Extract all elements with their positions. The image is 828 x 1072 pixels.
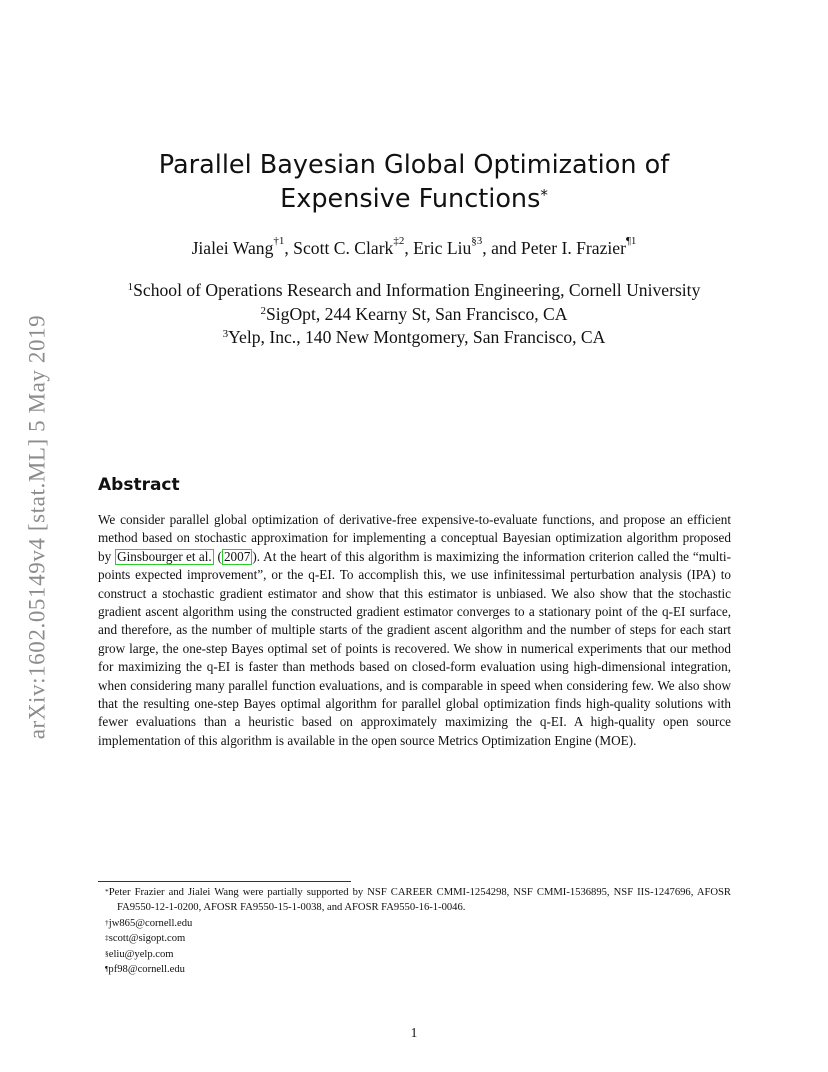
author-marks: ¶1 (625, 235, 637, 247)
arxiv-stamp-text: arXiv:1602.05149v4 [stat.ML] 5 May 2019 (24, 314, 50, 740)
footnote-mark: * (105, 887, 109, 896)
abstract-text: We consider parallel global optimization of derivative-free expensive-to-evaluate functions, and propose an efficient method based on stochastic approximation for implementing a conceptual Bayesian optimization algorithm proposed by Ginsbourger et al. ( 2007 ). At the heart of this algorithm is maximizing the information criterion called the “multi-points expected improvement”, or the q-EI. To accomplish this, we use infinitessimal perturbation analysis (IPA) to construct a stochastic gradient estimator and show that this estimator is unbiased. We also show that the stochastic gradient ascent algorithm using the constructed gradient estimator converges to a stationary point of the q-EI surface, and therefore, as the number of multiple starts of the gradient ascent algorithm and the number of steps for each start grow large, the one-step Bayes optimal set of points is recovered. We show in numerical experiments that our method for maximizing the q-EI is faster than methods based on closed-form evaluation using high-dimensional integration, when considering many parallel function evaluations, and is comparable in speed when considering few. We also show that the resulting one-step Bayes optimal algorithm for parallel global optimization finds high-quality solutions with fewer evaluations than a heuristic based on approximately maximizing the q-EI. A high-quality open source implementation of this algorithm is available in the open source Metrics Optimization Engine (MOE). (98, 512, 731, 748)
abstract-part-1: We consider parallel global optimization of derivative-free expensive-to-evaluate functions, and propose an efficient method based on stochastic approximation for implementing a conceptual Bayesian optimization algorithm proposed by (98, 512, 731, 564)
author-separator: , and (482, 238, 521, 258)
title-line-1: Parallel Bayesian Global Optimization of (158, 150, 670, 180)
footnote-email (98, 962, 731, 977)
author-name: Eric Liu (413, 238, 472, 258)
footnote-text: pf98@cornell.edu (108, 964, 185, 976)
author-name: Peter I. Frazier (520, 238, 626, 258)
footnotes (98, 885, 731, 977)
abstract-part-2: . At the heart of this algorithm is maximizing the information criterion called the “multi-points expected improvement”, or the q-EI. To accomplish this, we use infinitessimal perturbation analysis (IPA) to construct a stochastic gradient estimator and show that this estimator is unbiased. We also show that the stochastic gradient ascent algorithm using the constructed gradient estimator converges to a stationary point of the q-EI surface, and therefore, as the number of multiple starts of the gradient ascent algorithm and the number of steps for each start grow large, the one-step Bayes optimal set of points is recovered. We show in numerical experiments that our method for maximizing the q-EI is faster than methods based on closed-form evaluation using high-dimensional integration, when considering many parallel function evaluations, and is comparable in speed when considering few. We also show that the resulting one-step Bayes optimal algorithm for parallel global optimization finds high-quality solutions with fewer evaluations than a heuristic based on approximately maximizing the q-EI. A high-quality open source implementation of this algorithm is available in the open source Metrics Optimization Engine (MOE). (98, 548, 731, 748)
footnote-text: scott@sigopt.com (108, 933, 186, 945)
footnote-email (98, 931, 731, 946)
title-line-2: Expensive Functions (280, 184, 541, 214)
footnote-email (98, 916, 731, 931)
citation-link-year[interactable]: 2007 (223, 548, 251, 564)
affiliation-mark: 2 (260, 304, 266, 317)
footnote-text: eliu@yelp.com (108, 948, 174, 960)
footnote-mark: † (105, 917, 109, 927)
footnote-funding (98, 885, 731, 916)
page-number: 1 (410, 1025, 418, 1040)
abstract-heading: Abstract (98, 475, 180, 495)
footnote-text: Peter Frazier and Jialei Wang were partially supported by NSF CAREER CMMI-1254298, NSF CMMI-1536895, NSF IIS-1247696, AFOSR FA9550-12-1-0200, AFOSR FA9550-15-1-0038, and AFOSR FA9550-16-1-0046. (108, 887, 731, 914)
footnote-divider (98, 881, 351, 882)
footnote-mark: § (105, 948, 109, 958)
affiliation-text: School of Operations Research and Information Engineering, Cornell University (133, 280, 701, 300)
footnote-mark: ‡ (105, 933, 109, 943)
title-footnote-mark: * (540, 186, 548, 204)
footnote-mark: ¶ (105, 964, 109, 974)
affiliation-text: SigOpt, 244 Kearny St, San Francisco, CA (265, 303, 568, 324)
footnote-text: jw865@cornell.edu (108, 917, 193, 929)
affiliation (110, 279, 718, 303)
author-list (60, 235, 768, 259)
author-separator: , (284, 238, 294, 258)
footnote-email (98, 947, 731, 962)
author-marks: ‡2 (393, 235, 405, 247)
affiliation-mark: 1 (127, 281, 134, 293)
author-separator: , (404, 238, 414, 258)
arxiv-side-stamp (12, 282, 62, 772)
author-marks: §3 (471, 235, 483, 247)
affiliation (110, 303, 718, 327)
affiliation-list (110, 279, 718, 350)
affiliation-mark: 3 (222, 328, 229, 340)
paper-title (60, 148, 768, 216)
author-marks: †1 (273, 235, 285, 247)
author-name: Scott C. Clark (293, 238, 394, 258)
affiliation (110, 326, 718, 350)
affiliation-text: Yelp, Inc., 140 New Montgomery, San Francisco, CA (228, 327, 606, 347)
author-name: Jialei Wang (191, 238, 274, 258)
citation-link-author[interactable]: Ginsbourger et al. (117, 548, 212, 564)
